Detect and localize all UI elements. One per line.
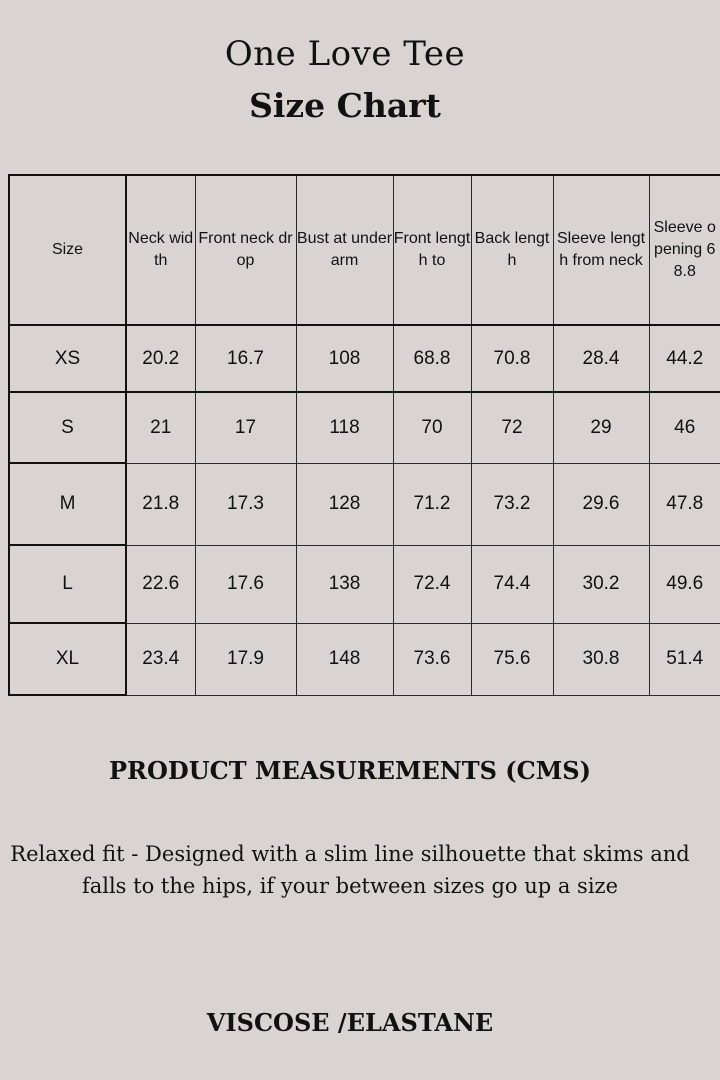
neck-width-cell: 22.6 (126, 545, 195, 623)
back-length-cell: 73.2 (471, 463, 553, 545)
bust-cell: 108 (296, 325, 393, 392)
chart-title: Size Chart (249, 86, 441, 125)
neck-width-cell: 21.8 (126, 463, 195, 545)
sleeve-length-cell: 28.4 (553, 325, 649, 392)
back-length-cell: 74.4 (471, 545, 553, 623)
back-length-cell: 70.8 (471, 325, 553, 392)
column-header-sleeve-length: Sleeve length from neck (553, 175, 649, 325)
size-cell: XL (9, 623, 126, 695)
front-neck-drop-cell: 17.6 (195, 545, 296, 623)
table-row (9, 545, 720, 623)
column-header-front-length: Front length to (393, 175, 471, 325)
column-header-bust: Bust at under arm (296, 175, 393, 325)
front-neck-drop-cell: 17.3 (195, 463, 296, 545)
neck-width-cell: 20.2 (126, 325, 195, 392)
sleeve-opening-cell: 44.2 (649, 325, 720, 392)
back-length-cell: 75.6 (471, 623, 553, 695)
front-length-cell: 72.4 (393, 545, 471, 623)
front-length-cell: 70 (393, 392, 471, 463)
column-header-back-length: Back length (471, 175, 553, 325)
front-length-cell: 68.8 (393, 325, 471, 392)
table-row (9, 325, 720, 392)
sleeve-opening-cell: 46 (649, 392, 720, 463)
back-length-cell: 72 (471, 392, 553, 463)
front-neck-drop-cell: 16.7 (195, 325, 296, 392)
sleeve-length-cell: 30.2 (553, 545, 649, 623)
sleeve-length-cell: 29.6 (553, 463, 649, 545)
size-cell: S (9, 392, 126, 463)
sleeve-opening-cell: 47.8 (649, 463, 720, 545)
fabric-composition: VISCOSE /ELASTANE (206, 1008, 494, 1037)
table-row (9, 463, 720, 545)
sleeve-length-cell: 29 (553, 392, 649, 463)
column-header-neck-width: Neck width (126, 175, 195, 325)
sleeve-opening-cell: 49.6 (649, 545, 720, 623)
size-table (8, 174, 720, 696)
measurements-heading: PRODUCT MEASUREMENTS (CMS) (109, 756, 591, 785)
fit-description: Relaxed fit - Designed with a slim line silhouette that skims and falls to the hips, if your between sizes go up a size (10, 842, 690, 898)
size-cell: M (9, 463, 126, 545)
front-length-cell: 71.2 (393, 463, 471, 545)
sleeve-opening-cell: 51.4 (649, 623, 720, 695)
bust-cell: 138 (296, 545, 393, 623)
table-row (9, 623, 720, 695)
column-header-size: Size (9, 175, 126, 325)
table-header-row (9, 175, 720, 325)
front-neck-drop-cell: 17 (195, 392, 296, 463)
front-length-cell: 73.6 (393, 623, 471, 695)
size-cell: L (9, 545, 126, 623)
product-name: One Love Tee (224, 34, 466, 74)
table-row (9, 392, 720, 463)
neck-width-cell: 23.4 (126, 623, 195, 695)
neck-width-cell: 21 (126, 392, 195, 463)
front-neck-drop-cell: 17.9 (195, 623, 296, 695)
bust-cell: 118 (296, 392, 393, 463)
size-cell: XS (9, 325, 126, 392)
bust-cell: 128 (296, 463, 393, 545)
bust-cell: 148 (296, 623, 393, 695)
column-header-front-neck-drop: Front neck drop (195, 175, 296, 325)
column-header-sleeve-opening: Sleeve opening 68.8 (649, 175, 720, 325)
sleeve-length-cell: 30.8 (553, 623, 649, 695)
